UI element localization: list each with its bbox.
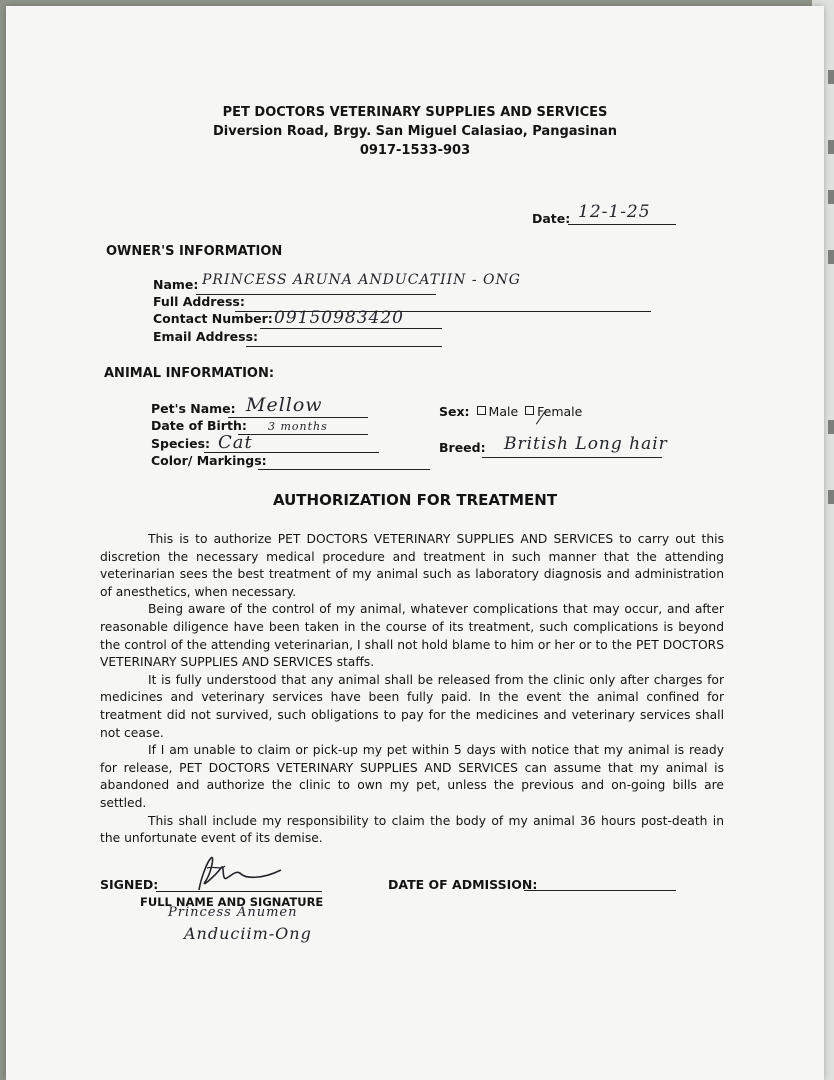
dob-value[interactable]: 3 months <box>268 420 328 433</box>
authorization-body <box>100 531 724 848</box>
signed-label: SIGNED: <box>100 877 159 892</box>
owner-name-label: Name: <box>153 277 199 292</box>
species-value[interactable]: Cat <box>218 432 253 453</box>
date-value[interactable]: 12-1-25 <box>578 202 651 222</box>
sex-field <box>439 404 582 419</box>
binder-tab <box>828 250 834 264</box>
handwritten-name-line2: Anduciim-Ong <box>184 924 312 943</box>
male-checkbox[interactable] <box>477 406 486 415</box>
consent-form-page <box>6 6 824 1080</box>
clinic-phone: 0917-1533-903 <box>359 143 471 158</box>
breed-line <box>482 457 662 458</box>
authorization-paragraph: If I am unable to claim or pick-up my pet within 5 days with notice that my animal is ready for release, PET DOCTORS VETERINARY SUPPLIES AND SERVICES can assume that my animal is abandoned and authorize the clinic to own my pet, unless the previous and on-going bills are settled. <box>100 743 724 810</box>
authorization-paragraph: This is to authorize PET DOCTORS VETERINARY SUPPLIES AND SERVICES to carry out this discretion the necessary medical procedure and treatment in such manner that the attending veterinarian sees the best treatment of my animal such as laboratory diagnosis and administration of anesthetics, when necessary. <box>100 532 724 599</box>
binder-tab <box>828 70 834 84</box>
animal-info-heading: ANIMAL INFORMATION: <box>104 366 275 381</box>
binder-tab <box>828 490 834 504</box>
authorization-paragraph: This shall include my responsibility to claim the body of my animal 36 hours post-death in the unfortunate event of its demise. <box>100 813 724 846</box>
owner-name-value[interactable]: PRINCESS ARUNA ANDUCATIIN - ONG <box>202 272 521 288</box>
dob-line <box>238 434 368 435</box>
admission-date-label: DATE OF ADMISSION: <box>388 877 538 892</box>
dob-label: Date of Birth: <box>151 418 247 433</box>
authorization-paragraph: Being aware of the control of my animal, whatever complications that may occur, and after reasonable diligence have been taken in the course of its treatment, such complications is beyond the control of the attending veterinarian, I shall not hold blame to him or her or to the PET DOCTORS VETERINARY SUPPLIES AND SERVICES staffs. <box>100 602 724 670</box>
contact-value[interactable]: 09150983420 <box>274 308 404 328</box>
pet-name-label: Pet's Name: <box>151 401 236 416</box>
pet-name-line <box>228 417 368 418</box>
date-line <box>568 224 676 225</box>
species-label: Species: <box>151 436 211 451</box>
clinic-name: PET DOCTORS VETERINARY SUPPLIES AND SERVICES <box>222 105 608 120</box>
breed-value[interactable]: British Long hair <box>504 434 668 454</box>
pet-name-value[interactable]: Mellow <box>246 394 323 416</box>
color-line <box>258 469 430 470</box>
signature-caption: FULL NAME AND SIGNATURE <box>140 895 324 909</box>
sex-label: Sex: <box>439 404 470 419</box>
email-line <box>246 346 442 347</box>
binder-tab <box>828 140 834 154</box>
admission-date-line <box>524 890 676 891</box>
breed-label: Breed: <box>439 440 486 455</box>
clinic-address: Diversion Road, Brgy. San Miguel Calasiao, Pangasinan <box>212 124 618 139</box>
contact-label: Contact Number: <box>153 311 273 326</box>
authorization-paragraph: It is fully understood that any animal shall be released from the clinic only after charges for medicines and veterinary services have been fully paid. In the event the animal confined for treatment did not survived, such obligations to pay for the medicines and veterinary services shall not cease. <box>100 672 724 740</box>
female-checkbox[interactable] <box>525 406 534 415</box>
address-label: Full Address: <box>153 294 245 309</box>
email-label: Email Address: <box>153 329 259 344</box>
binder-tab <box>828 190 834 204</box>
handwritten-name-line1: Princess Anumen <box>168 905 298 920</box>
contact-line <box>260 328 442 329</box>
owner-info-heading: OWNER'S INFORMATION <box>106 244 283 259</box>
binder-tab <box>828 420 834 434</box>
authorization-title: AUTHORIZATION FOR TREATMENT <box>272 491 558 509</box>
color-label: Color/ Markings: <box>151 453 267 468</box>
handwritten-signature[interactable] <box>181 848 291 896</box>
male-option-label: Male <box>488 404 519 419</box>
female-option-label: Female <box>537 404 583 419</box>
date-label: Date: <box>532 211 571 226</box>
